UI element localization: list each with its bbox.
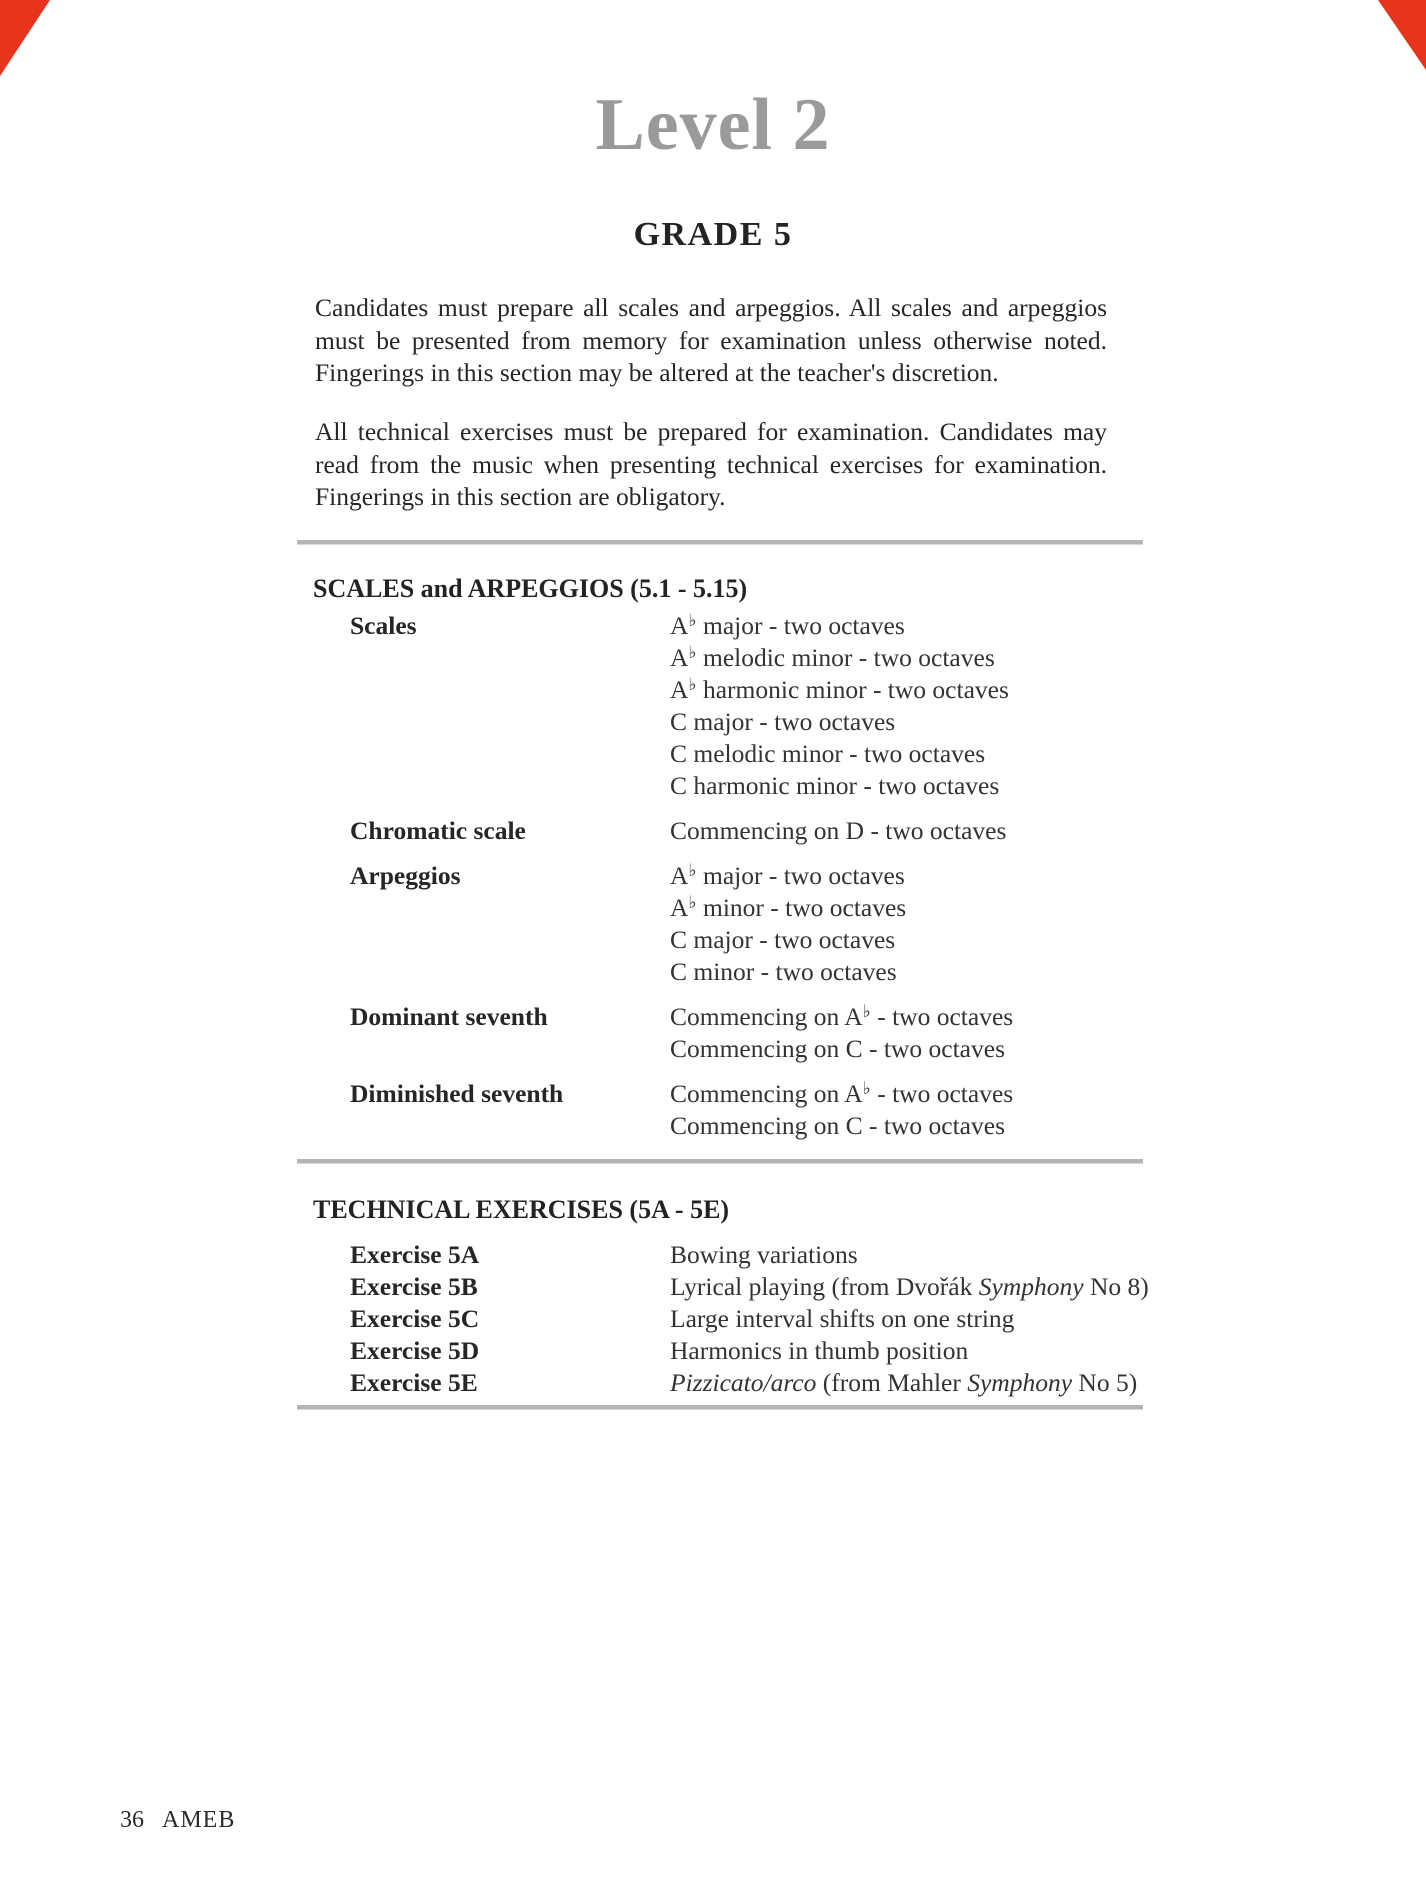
table-row: [350, 1271, 1170, 1303]
value-line: C major - two octaves: [670, 707, 896, 736]
exercises-table: [350, 1239, 1170, 1399]
row-label: Chromatic scale: [350, 816, 526, 845]
grade-title: GRADE 5: [633, 216, 793, 253]
value-line: Large interval shifts on one string: [670, 1304, 1015, 1333]
scales-section-heading: SCALES and ARPEGGIOS (5.1 - 5.15): [313, 574, 748, 603]
section-divider-top: [297, 540, 1143, 545]
row-values: [670, 1001, 1170, 1065]
value-line: Commencing on D - two octaves: [670, 816, 1007, 845]
value-line: Bowing variations: [670, 1240, 858, 1269]
value-line: Commencing on A♭ - two octaves: [670, 1079, 1014, 1108]
value-line: C major - two octaves: [670, 925, 896, 954]
row-label: Diminished seventh: [350, 1079, 564, 1108]
value-line: Commencing on C - two octaves: [670, 1034, 1005, 1063]
intro-paragraph-scales: [315, 292, 1107, 390]
value-line: A♭ harmonic minor - two octaves: [670, 675, 1009, 704]
red-corner-right-decoration: [1378, 0, 1426, 70]
value-line: Lyrical playing (from Dvořák Symphony No 8): [670, 1272, 1149, 1301]
table-row: [350, 1335, 1170, 1367]
row-values: [670, 815, 1170, 847]
value-line: C minor - two octaves: [670, 957, 897, 986]
row-label: Exercise 5E: [350, 1368, 478, 1397]
row-label: Scales: [350, 611, 417, 640]
paragraph-line: Fingerings in this section may be altered at the teacher's discretion.: [315, 358, 999, 387]
table-row: [350, 1367, 1170, 1399]
table-row: [350, 610, 1170, 802]
table-row: [350, 860, 1170, 988]
paragraph-line: All technical exercises must be prepared for examination. Candidates may: [315, 417, 1107, 446]
publisher-name: AMEB: [162, 1807, 236, 1833]
row-values: [670, 1335, 1170, 1367]
section-divider-middle: [297, 1159, 1143, 1164]
value-line: A♭ melodic minor - two octaves: [670, 643, 995, 672]
table-row: [350, 1078, 1170, 1142]
table-row: [350, 1001, 1170, 1065]
section-divider-bottom: [297, 1405, 1143, 1410]
row-values: [670, 1367, 1170, 1399]
row-values: [670, 1078, 1170, 1142]
table-row: [350, 1303, 1170, 1335]
row-values: [670, 1239, 1170, 1271]
row-values: [670, 1303, 1170, 1335]
row-values: [670, 1271, 1170, 1303]
value-line: Pizzicato/arco (from Mahler Symphony No 5): [670, 1368, 1138, 1397]
value-line: C melodic minor - two octaves: [670, 739, 986, 768]
row-label: Dominant seventh: [350, 1002, 548, 1031]
red-corner-left-decoration: [0, 0, 50, 76]
value-line: Commencing on A♭ - two octaves: [670, 1002, 1014, 1031]
paragraph-line: Candidates must prepare all scales and arpeggios. All scales and arpeggios: [315, 293, 1107, 322]
row-label: Exercise 5C: [350, 1304, 480, 1333]
exercises-section-heading: TECHNICAL EXERCISES (5A - 5E): [313, 1195, 730, 1224]
table-row: [350, 815, 1170, 847]
value-line: A♭ minor - two octaves: [670, 893, 907, 922]
level-title: Level 2: [595, 84, 831, 166]
row-label: Exercise 5D: [350, 1336, 480, 1365]
value-line: Commencing on C - two octaves: [670, 1111, 1005, 1140]
value-line: Harmonics in thumb position: [670, 1336, 969, 1365]
row-label: Exercise 5A: [350, 1240, 480, 1269]
value-line: A♭ major - two octaves: [670, 611, 905, 640]
paragraph-line: read from the music when presenting technical exercises for examination.: [315, 449, 1107, 479]
paragraph-line: Fingerings in this section are obligatory.: [315, 482, 726, 511]
intro-paragraph-exercises: [315, 416, 1107, 514]
page-number: 36: [120, 1807, 144, 1833]
row-label: Arpeggios: [350, 861, 461, 890]
paragraph-line: must be presented from memory for examination unless otherwise noted.: [315, 325, 1107, 355]
scales-table: [350, 610, 1170, 1142]
row-values: [670, 610, 1170, 802]
row-values: [670, 860, 1170, 988]
value-line: A♭ major - two octaves: [670, 861, 905, 890]
page-footer: [120, 1806, 235, 1835]
row-label: Exercise 5B: [350, 1272, 478, 1301]
value-line: C harmonic minor - two octaves: [670, 771, 1000, 800]
table-row: [350, 1239, 1170, 1271]
